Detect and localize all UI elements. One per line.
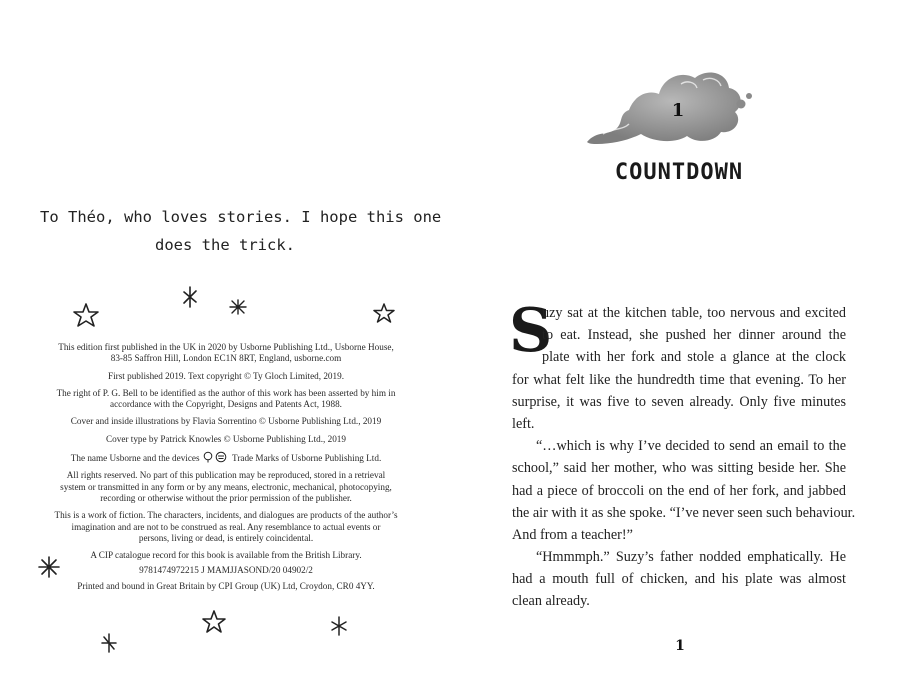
dedication-line: does the trick.	[155, 236, 295, 254]
text-line: “…which is why I’ve decided to send an email to the	[536, 438, 846, 455]
copyright-paragraph	[40, 565, 412, 576]
copyright-line: First published 2019. Text copyright © Ty Gloch Limited, 2019.	[107, 370, 345, 381]
copyright-block	[40, 342, 412, 598]
sparkle-star-icon	[228, 298, 248, 316]
copyright-paragraph	[40, 388, 412, 411]
sparkle-star-icon	[181, 286, 199, 308]
copyright-line: Cover and inside illustrations by Flavia Sorrentino © Usborne Publishing Ltd., 2019	[70, 416, 382, 427]
copyright-line: This edition first published in the UK in 2020 by Usborne Publishing Ltd., Usborne House,	[58, 342, 394, 352]
text-line: to eat. Instead, she pushed her dinner around the	[542, 327, 846, 344]
copyright-paragraph	[40, 434, 412, 445]
copyright-paragraph	[40, 371, 412, 382]
usborne-balloon-icon	[203, 451, 229, 463]
drop-cap-letter: S	[509, 296, 553, 366]
copyright-paragraph	[40, 581, 412, 592]
copyright-line: This is a work of fiction. The characters, incidents, and dialogues are products of the author’s	[54, 510, 398, 521]
copyright-line: Cover type by Patrick Knowles © Usborne Publishing Ltd., 2019	[106, 433, 346, 444]
text-line: the air with it as she spoke. “I’ve never seen such behaviour.	[512, 504, 856, 521]
text-line: for what felt like the hundredth time that evening. To her	[512, 371, 846, 388]
text-line: left.	[512, 415, 535, 432]
dedication	[40, 203, 442, 259]
trademark-text: Trade Marks of Usborne Publishing Ltd.	[232, 453, 382, 464]
outline-star-icon	[372, 302, 396, 324]
copyright-paragraph	[40, 470, 412, 504]
copyright-line: recording or otherwise without the prior permission of the publisher.	[100, 492, 352, 503]
sparkle-star-icon	[330, 616, 348, 636]
copyright-line: All rights reserved. No part of this publication may be reproduced, stored in a retrieval	[66, 470, 386, 481]
copyright-paragraph	[40, 550, 412, 561]
text-line: “Hmmmph.” Suzy’s father nodded emphatically. He	[536, 549, 846, 566]
copyright-paragraph	[40, 510, 412, 544]
copyright-paragraph	[40, 416, 412, 427]
outline-star-icon	[72, 302, 100, 328]
trademark-text: The name Usborne and the devices	[70, 453, 200, 464]
outline-star-icon	[201, 609, 227, 635]
trademark-paragraph	[40, 451, 412, 464]
chapter-number: 1	[671, 100, 685, 121]
text-line: surprise, it was five to seven already. Only five minutes	[512, 393, 846, 410]
text-line: had a piece of broccoli on the end of her fork, and jabbed	[512, 482, 846, 499]
copyright-line	[40, 451, 412, 464]
copyright-line: system or transmitted in any form or by any means, electronic, mechanical, photocopying,	[60, 481, 392, 492]
copyright-line: Printed and bound in Great Britain by CPI Group (UK) Ltd, Croydon, CR0 4YY.	[77, 580, 375, 591]
copyright-line: persons, living or dead, is entirely coincidental.	[138, 532, 314, 543]
copyright-line: 83-85 Saffron Hill, London EC1N 8RT, England, usborne.com	[110, 353, 342, 364]
copyright-line: accordance with the Copyright, Designs and Patents Act, 1988.	[110, 399, 342, 410]
text-line: plate with her fork and stole a glance at the clock	[542, 349, 846, 366]
text-line: clean already.	[512, 593, 590, 610]
copyright-line: imagination and are not to be construed as real. Any resemblance to actual events or	[71, 521, 381, 532]
copyright-line: The right of P. G. Bell to be identified as the author of this work has been asserted by him in	[56, 387, 396, 398]
text-line: uzy sat at the kitchen table, too nervous and excited	[542, 305, 846, 321]
dedication-line: To Théo, who loves stories. I hope this one	[40, 208, 442, 226]
copyright-line: A CIP catalogue record for this book is available from the British Library.	[90, 550, 362, 561]
chapter-body	[512, 302, 856, 613]
sparkle-star-icon	[100, 633, 118, 653]
copyright-paragraph	[40, 342, 412, 365]
text-line: school,” said her mother, who was sitting beside her. She	[512, 460, 846, 477]
sparkle-star-icon	[37, 555, 61, 579]
chapter-title: COUNTDOWN	[614, 160, 744, 185]
text-line: had a mouth full of chicken, and his plate was almost	[512, 571, 846, 588]
page-number: 1	[675, 638, 685, 654]
isbn-line: 9781474972215 J MAMJJASOND/20 04902/2	[139, 565, 313, 576]
text-line: And from a teacher!”	[512, 526, 633, 543]
